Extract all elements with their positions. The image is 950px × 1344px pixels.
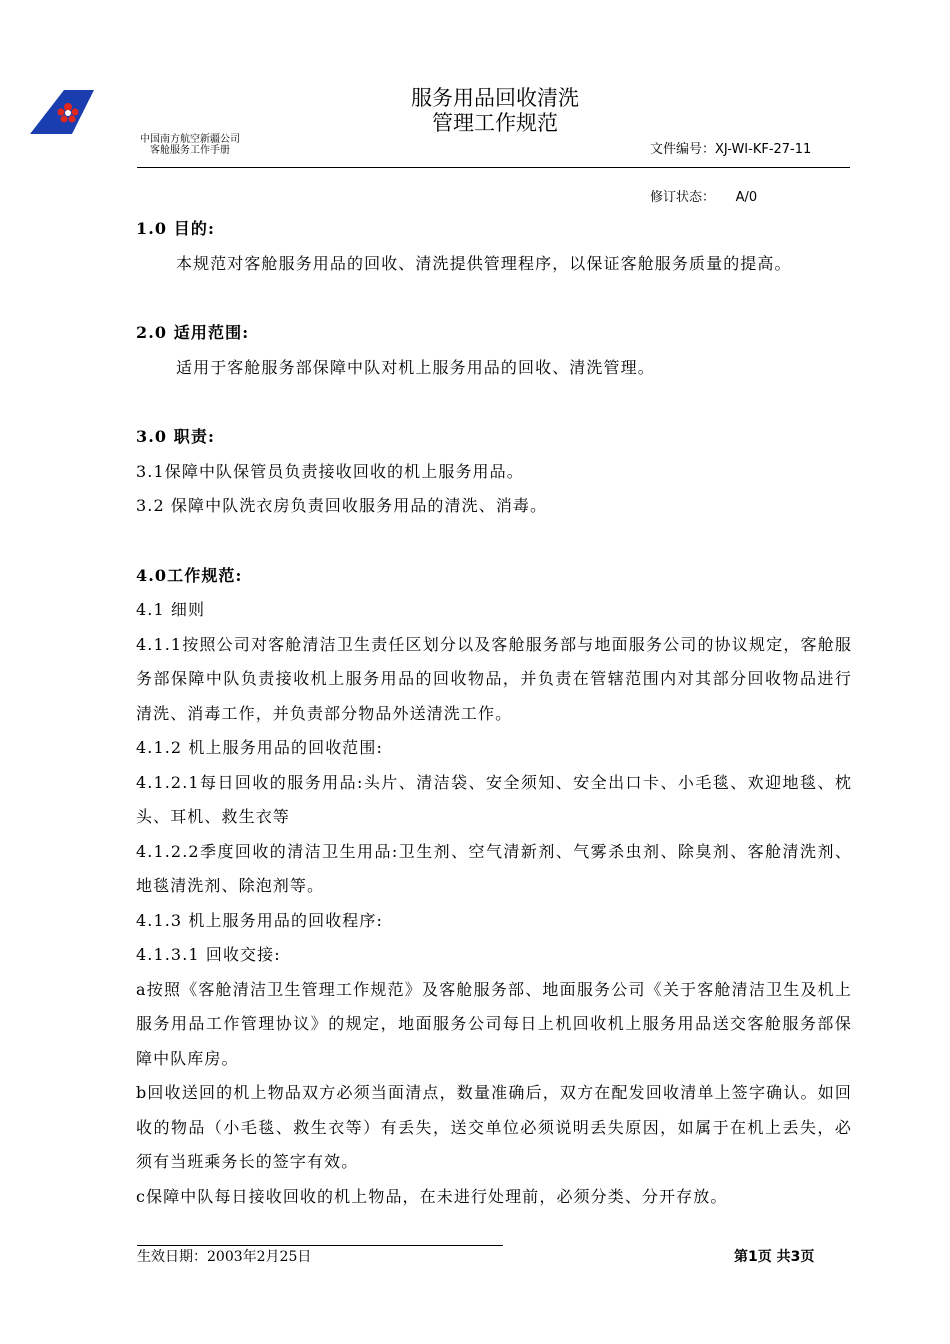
section-2-heading: 2.0 适用范围: [136,323,250,342]
effective-date: 生效日期：2003年2月25日 [137,1249,312,1265]
logo-graphic [28,88,96,136]
company-name [140,134,240,156]
section-4-1-2-1: 4.1.2.1每日回收的服务用品:头片、清洁袋、安全须知、安全出口卡、小毛毯、欢迎地毯、枕头、耳机、救生衣等 [136,772,852,826]
document-body [136,212,852,1214]
section-4-1-3: 4.1.3 机上服务用品的回收程序: [136,910,383,930]
header-divider [137,167,850,168]
document-number: 文件编号：XJ-WI-KF-27-11 [650,142,812,157]
section-4-1-2-2: 4.1.2.2季度回收的清洁卫生用品:卫生剂、空气清新剂、气雾杀虫剂、除臭剂、客舱清洗剂、地毯清洗剂、除泡剂等。 [136,841,852,895]
section-2-body: 适用于客舱服务部保障中队对机上服务用品的回收、清洗管理。 [176,357,655,377]
section-4-1: 4.1 细则 [136,600,206,619]
section-4-1-1: 4.1.1按照公司对客舱清洁卫生责任区划分以及客舱服务部与地面服务公司的协议规定，客舱服务部保障中队负责接收机上服务用品的回收物品，并负责在管辖范围内对其部分回收物品进行清洗、消毒工作，并负责部分物品外送清洗工作。 [136,634,852,723]
footer-divider [137,1245,503,1246]
section-3-item-2: 3.2 保障中队洗衣房负责回收服务用品的清洗、消毒。 [136,496,548,515]
document-meta [650,110,811,222]
page-number: 第1页 共3页 [734,1249,815,1265]
item-b: b回收送回的机上物品双方必须当面清点，数量准确后，双方在配发回收清单上签字确认。如回收的物品（小毛毯、救生衣等）有丢失，送交单位必须说明丢失原因，如属于在机上丢失，必须有当班乘务长的签字有效。 [136,1083,852,1171]
document-title [380,86,610,136]
section-1-heading: 1.0 目的: [136,219,216,238]
section-4-1-2: 4.1.2 机上服务用品的回收范围: [136,738,383,757]
item-c: c保障中队每日接收回收的机上物品，在未进行处理前，必须分类、分开存放。 [136,1186,728,1206]
title-line-1: 服务用品回收清洗 [411,86,579,110]
item-a: a按照《客舱清洁卫生管理工作规范》及客舱服务部、地面服务公司《关于客舱清洁卫生及机上服务用品工作管理协议》的规定，地面服务公司每日上机回收机上服务用品送交客舱服务部保障中队库房。 [136,979,852,1068]
section-4-heading: 4.0工作规范: [136,565,243,585]
section-1-body: 本规范对客舱服务用品的回收、清洗提供管理程序，以保证客舱服务质量的提高。 [176,253,792,273]
section-3-item-1: 3.1保障中队保管员负责接收回收的机上服务用品。 [136,461,524,481]
title-line-2: 管理工作规范 [432,111,558,135]
company-line-2: 客舱服务工作手册 [150,145,230,156]
company-line-1: 中国南方航空新疆公司 [140,134,240,145]
section-3-heading: 3.0 职责: [136,427,216,446]
airline-logo [28,88,96,136]
revision-status: 修订状态： A/0 [650,190,758,205]
section-4-1-3-1: 4.1.3.1 回收交接: [136,945,281,964]
